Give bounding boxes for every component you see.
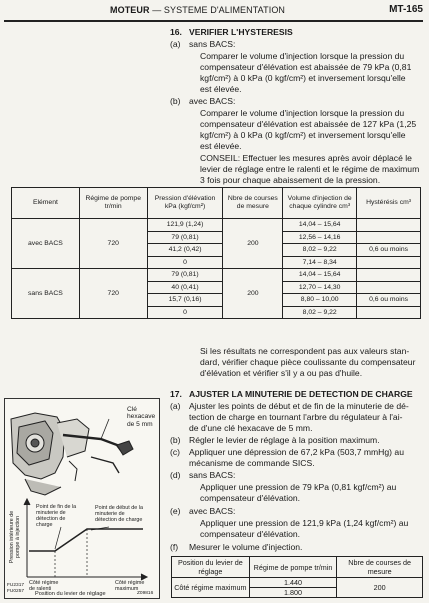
figure-code-3: Z09816 — [137, 591, 154, 596]
pressure-curve — [29, 529, 143, 551]
start-point-label: Point de début de la minuterie de détection de charge — [95, 505, 143, 523]
item-b-line: Comparer le volume d'injection lorsque la pression du — [200, 107, 405, 118]
end-point-label: Point de fin de la minuterie de détection de charge — [36, 504, 77, 528]
item-a-label: (a) — [170, 39, 181, 49]
conseil-line: 3 fois pour chaque abaissement de la pression. — [200, 174, 381, 185]
item-b-line: compensateur d'élévation est abaissée de 127 kPa (1,25 — [200, 118, 417, 129]
item-a-title: sans BACS: — [189, 39, 236, 49]
table-row — [172, 578, 423, 588]
header-dash: — — [149, 5, 164, 15]
item-a-body — [200, 51, 428, 96]
col-header: Hystérésis cm³ — [357, 188, 421, 219]
x-axis-label: Position du levier de réglage — [35, 591, 106, 597]
col-header: Position du levier de réglage — [172, 557, 250, 578]
cell-courses: 200 — [337, 578, 423, 598]
item-line: compensateur d'élévation. — [200, 492, 301, 503]
hex-key-label: Clé hexacave de 5 mm — [127, 406, 156, 428]
cell-pression: 0 — [147, 306, 223, 319]
cell-hysteresis — [357, 219, 421, 232]
section-16-title: VERIFIER L'HYSTERESIS — [189, 27, 293, 37]
cell-pression: 40 (0,41) — [147, 281, 223, 294]
x-left-label: Côté régime de ralenti — [29, 580, 59, 592]
page-number: MT-165 — [389, 4, 423, 15]
item-line: Ajuster les points de début et de fin de la minuterie de dé- — [189, 401, 409, 411]
col-header: Nbre de courses de mesure — [223, 188, 283, 219]
cell-rpm: 1.440 — [249, 578, 337, 588]
item-17d-label: (d) — [170, 470, 181, 480]
header-rule — [4, 20, 423, 22]
item-17e-title: avec BACS: — [189, 506, 236, 516]
item-17c-label: (c) — [170, 447, 181, 457]
note-line: dard, vérifier chaque pièce coulissante du compensateur — [200, 357, 416, 368]
cell-pression: 15,7 (0,16) — [147, 294, 223, 307]
page-header-title — [110, 5, 285, 15]
section-16-number: 16. — [170, 27, 182, 37]
item-17f-body: Mesurer le volume d'injection. — [189, 542, 303, 552]
cell-volume: 7,14 – 8,34 — [283, 256, 357, 269]
item-17d-body — [200, 482, 428, 504]
note-line: Si les résultats ne correspondent pas aux valeurs stan- — [200, 346, 410, 356]
item-a-line: Comparer le volume d'injection lorsque la pression du — [200, 50, 405, 61]
table-row — [12, 219, 421, 232]
section-17-number: 17. — [170, 389, 182, 399]
cell-rpm: 720 — [79, 219, 147, 269]
cell-volume: 14,04 – 15,64 — [283, 219, 357, 232]
item-line: compensateur d'élévation. — [200, 528, 301, 539]
hysteresis-table — [11, 187, 421, 319]
cell-hysteresis: 0,6 ou moins — [357, 244, 421, 257]
cell-volume: 14,04 – 15,64 — [283, 269, 357, 282]
cell-pression: 121,9 (1,24) — [147, 219, 223, 232]
cell-hysteresis — [357, 256, 421, 269]
cell-hysteresis — [357, 281, 421, 294]
item-a-line: kgf/cm²) à 0 kPa (0 kgf/cm²) et inversement lorsqu'elle — [200, 72, 406, 83]
pump-sketch — [11, 413, 133, 495]
item-b-body — [200, 108, 428, 153]
figure-drawing — [5, 399, 159, 598]
cell-rpm: 720 — [79, 269, 147, 319]
item-line: Appliquer une dépression de 67,2 kPa (503,7 mmHg) au — [189, 447, 404, 457]
item-a-line: est élevée. — [200, 84, 242, 95]
cell-element: avec BACS — [12, 219, 80, 269]
item-17b-label: (b) — [170, 435, 181, 445]
item-17a-body — [189, 401, 427, 435]
cell-courses: 200 — [223, 219, 283, 269]
col-header: Volume d'injection de chaque cylindre cm³ — [283, 188, 357, 219]
item-17b-body: Régler le levier de réglage à la position maximum. — [189, 435, 380, 445]
cell-courses: 200 — [223, 269, 283, 319]
conseil-line: levier de réglage entre le ralenti et le régime de maximum — [200, 163, 420, 174]
table-row — [12, 269, 421, 282]
item-17e-body — [200, 518, 428, 540]
x-right-label: Côté régime maximum — [115, 580, 145, 592]
cell-hysteresis — [357, 269, 421, 282]
item-line: mécanisme de commande SICS. — [189, 458, 315, 469]
charge-timer-figure — [4, 398, 160, 599]
cell-element: sans BACS — [12, 269, 80, 319]
cell-rpm: 1.800 — [249, 588, 337, 598]
y-axis-label: Pression intérieure de pompe à injection — [9, 510, 21, 564]
cell-volume: 8,02 – 9,22 — [283, 244, 357, 257]
note-line: d'élévation et vérifier s'il y a ou pas d'huile. — [200, 368, 363, 379]
cell-hysteresis — [357, 231, 421, 244]
col-header: Pression d'élévation kPa (kgf/cm²) — [147, 188, 223, 219]
section-17-title: AJUSTER LA MINUTERIE DE DETECTION DE CHARGE — [189, 389, 413, 399]
figure-code-1: FU2317 — [7, 583, 25, 588]
cell-volume: 8,02 – 9,22 — [283, 306, 357, 319]
item-line: tection de charge en tournant l'arbre du régulateur à l'ai- — [189, 412, 403, 423]
cell-volume: 12,56 – 14,16 — [283, 231, 357, 244]
item-17d-title: sans BACS: — [189, 470, 236, 480]
header-subsection: SYSTEME D'ALIMENTATION — [163, 5, 286, 15]
item-line: Appliquer une pression de 121,9 kPa (1,24 kgf/cm²) au — [200, 517, 409, 528]
cell-volume: 8,80 – 10,00 — [283, 294, 357, 307]
standard-values-note — [200, 346, 428, 380]
item-17f-label: (f) — [170, 542, 179, 552]
cell-pression: 79 (0,81) — [147, 231, 223, 244]
cell-hysteresis — [357, 306, 421, 319]
item-b-line: kgf/cm²) à 0 kPa (0 kgf/cm²) et inversement lorsqu'elle — [200, 129, 406, 140]
col-header: Régime de pompe tr/min — [79, 188, 147, 219]
item-line: de d'une clé hexacave de 5 mm. — [189, 423, 313, 434]
table-header-row — [172, 557, 423, 578]
col-header: Elément — [12, 188, 80, 219]
item-a-line: compensateur d'élévation est abaissée de 79 kPa (0,81 — [200, 61, 412, 72]
col-header: Nbre de courses de mesure — [337, 557, 423, 578]
item-b-label: (b) — [170, 96, 181, 106]
header-section-name: MOTEUR — [110, 5, 150, 15]
charge-timer-table — [171, 556, 423, 598]
conseil-note — [200, 153, 428, 187]
cell-volume: 12,70 – 14,30 — [283, 281, 357, 294]
item-17e-label: (e) — [170, 506, 181, 516]
conseil-line: CONSEIL: Effectuer les mesures après avoir déplacé le — [200, 152, 412, 163]
cell-pression: 41,2 (0,42) — [147, 244, 223, 257]
cell-hysteresis: 0,6 ou moins — [357, 294, 421, 307]
cell-position: Côté régime maximum — [172, 578, 250, 598]
cell-pression: 0 — [147, 256, 223, 269]
item-b-line: est élevée. — [200, 141, 242, 152]
cell-pression: 79 (0,81) — [147, 269, 223, 282]
item-17c-body — [189, 447, 427, 469]
table-header-row — [12, 188, 421, 219]
figure-code-2: FU0257 — [7, 589, 25, 594]
col-header: Régime de pompe tr/min — [249, 557, 337, 578]
item-b-title: avec BACS: — [189, 96, 236, 106]
item-17a-label: (a) — [170, 401, 181, 411]
item-line: Appliquer une pression de 79 kPa (0,81 kgf/cm²) au — [200, 481, 397, 492]
